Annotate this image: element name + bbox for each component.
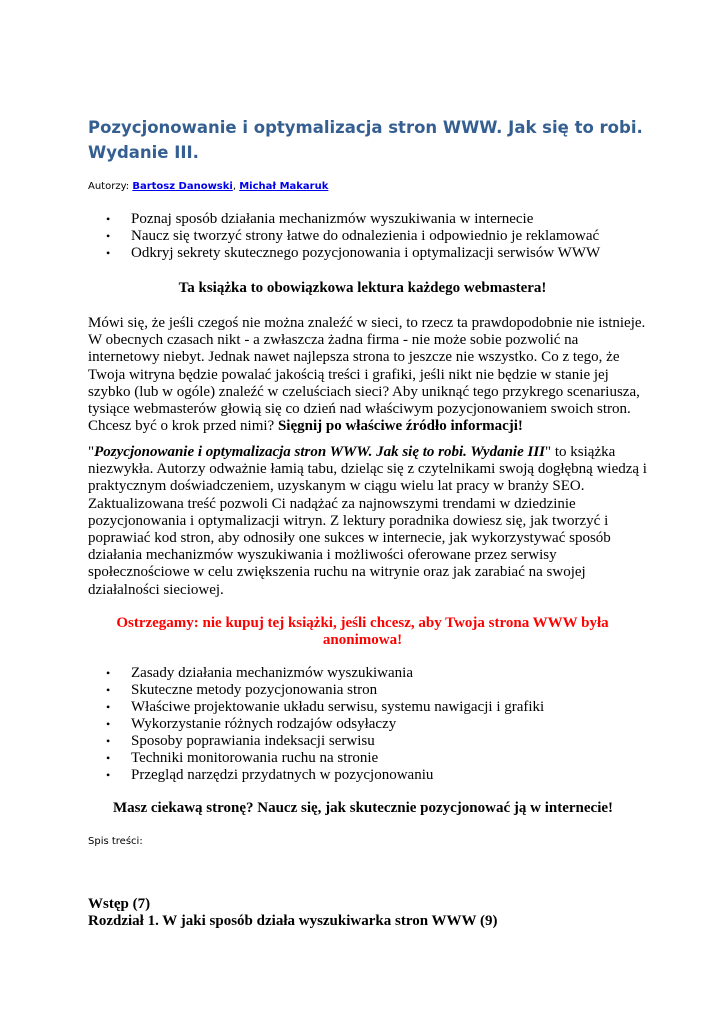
bullet-icon: • [106,717,111,731]
list-item [88,767,544,784]
list-item-text: Wykorzystanie różnych rodzajów odsyłaczy [131,716,397,732]
list-item [88,682,544,699]
list-item-text: Przegląd narzędzi przydatnych w pozycjonowaniu [131,767,434,783]
table-of-contents [88,896,498,930]
book-title-inline: Pozycjonowanie i optymalizacja stron WWW. Jak się to robi. Wydanie III [94,444,546,460]
bullet-icon: • [106,700,111,714]
toc-label: Spis treści: [88,836,143,847]
list-item [88,733,544,750]
description-paragraph-1 [88,315,648,435]
bullet-icon: • [106,734,111,748]
bullet-icon: • [106,666,111,680]
list-item [88,750,544,767]
list-item-text: Poznaj sposób działania mechanizmów wyszukiwania w internecie [131,211,534,227]
description-paragraph-2 [88,444,648,599]
list-item-text: Zasady działania mechanizmów wyszukiwania [131,665,413,681]
paragraph-emphasis: Sięgnij po właściwe źródło informacji! [277,418,523,435]
list-item-text: Właściwe projektowanie układu serwisu, systemu nawigacji i grafiki [131,699,545,715]
bullet-icon: • [106,212,111,226]
author-link-makaruk[interactable]: Michał Makaruk [239,181,329,192]
paragraph-text: " to książka niezwykła. Autorzy odważnie łamią tabu, dzieląc się z czytelnikami swoją dogłębną wiedzą i praktycznym doświadczeniem, uzyskanym w ciągu wielu lat pracy w branży SEO. Zaktualizowana treść pozwoli Ci nadążać za najnowszymi trendami w dziedzinie pozycjonowania i optymalizacji witryn. Z lektury poradnika dowiesz się, jak tworzyć i poprawiać kod stron, aby odnosiły one sukces w internecie, jak wykorzystywać sposób działania mechanizmów wyszukiwania i możliwości oferowane przez serwisy społecznościowe w celu zwiększenia ruchu na witrynie oraz jak zarabiać na swojej działalności sieciowej. [88,444,647,598]
list-item [88,211,600,228]
authors-separator: , [232,181,240,192]
list-item-text: Techniki monitorowania ruchu na stronie [131,750,379,766]
list-item [88,665,544,682]
quote-mark: " [88,444,95,460]
toc-item: Rozdział 1. W jaki sposób działa wyszukiwarka stron WWW (9) [88,913,498,929]
headline: Ta książka to obowiązkowa lektura każdego webmastera! [178,280,547,296]
toc-item: Wstęp (7) [88,896,151,912]
list-item [88,228,600,245]
authors-label: Autorzy: [88,181,133,192]
warning-text: Ostrzegamy: nie kupuj tej książki, jeśli chcesz, aby Twoja strona WWW była anonimowa! [116,615,609,648]
list-item [88,699,544,716]
bullet-icon: • [106,768,111,782]
bullet-icon: • [106,751,111,765]
bullet-icon: • [106,683,111,697]
author-link-danowski[interactable]: Bartosz Danowski [132,181,233,192]
list-item-text: Odkryj sekrety skutecznego pozycjonowania i optymalizacji serwisów WWW [131,245,601,261]
page-title: Pozycjonowanie i optymalizacja stron WWW. Jak się to robi. Wydanie III. [88,118,643,162]
paragraph-text: Mówi się, że jeśli czegoś nie można znaleźć w sieci, to rzecz ta prawdopodobnie nie istnieje. W obecnych czasach nikt - a zwłaszcza żadna firma - nie może sobie pozwolić na internetowy niebyt. Jednak nawet najlepsza strona to jeszcze nie wszystko. Co z tego, że Twoja witryna będzie powalać jakością treści i grafiki, jeśli nikt nie będzie w stanie jej szybko (lub w ogóle) znaleźć w czeluściach sieci? Aby uniknąć tego przykrego scenariusza, tysiące webmasterów głowią się co dzień nad właściwym pozycjonowaniem swoich stron. Chcesz być o krok przed nimi? [88,315,646,435]
list-item-text: Naucz się tworzyć strony łatwe do odnalezienia i odpowiednio je reklamować [131,228,600,244]
closing-line: Masz ciekawą stronę? Naucz się, jak skutecznie pozycjonować ją w internecie! [112,800,614,816]
list-item-text: Sposoby poprawiania indeksacji serwisu [131,733,375,749]
list-item-text: Skuteczne metody pozycjonowania stron [131,682,378,698]
feature-bullet-list [88,665,544,784]
intro-bullet-list [88,211,600,262]
authors-line [88,180,328,194]
list-item [88,716,544,733]
bullet-icon: • [106,246,111,260]
list-item [88,245,600,262]
bullet-icon: • [106,229,111,243]
